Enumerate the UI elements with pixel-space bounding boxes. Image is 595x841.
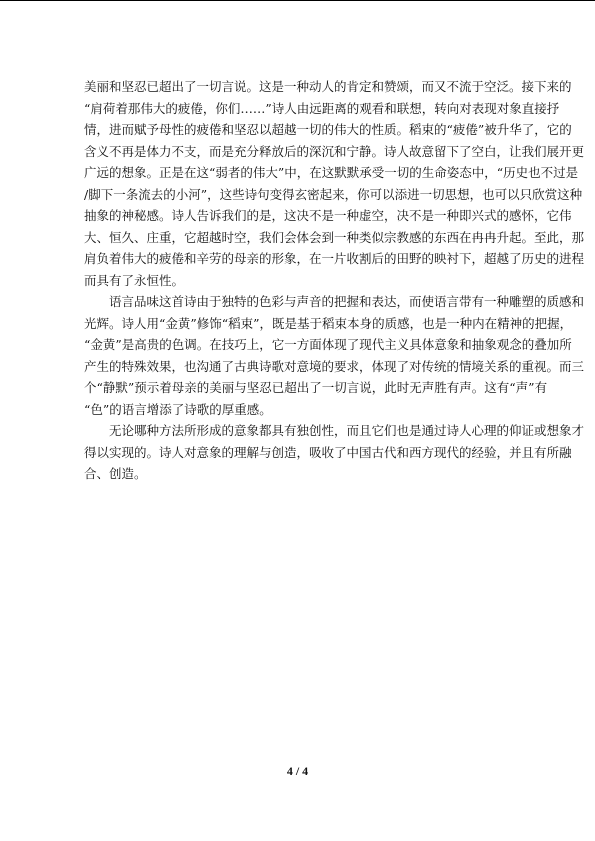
text-line: 语言品味这首诗由于独特的色彩与声音的把握和表达，而使语言带有一种雕塑的质感和 [109, 294, 585, 309]
text-line: “色”的语言增添了诗歌的厚重感。 [84, 401, 272, 417]
paragraph-2 [84, 291, 585, 420]
paragraph-1 [84, 76, 585, 291]
text-line: 大、恒久、庄重，它超越时空，我们会体会到一种类似宗教感的东西在冉冉升起。至此，那 [84, 229, 585, 245]
text-line: 无论哪种方法所形成的意象都具有独创性，而且它们也是通过诗人心理的仰证或想象才 [109, 423, 585, 438]
text-line: 个“静默”预示着母亲的美丽与坚忍已超出了一切言说，此时无声胜有声。这有“声”有 [84, 380, 548, 395]
text-line: 抽象的神秘感。诗人告诉我们的是，这决不是一种虚空，决不是一种即兴式的感怀，它伟 [84, 208, 572, 223]
text-line: 而具有了永恒性。 [84, 272, 185, 288]
text-line: 光辉。诗人用“金黄”修饰“稻束”，既是基于稻束本身的质感，也是一种内在精神的把握， [84, 315, 573, 331]
text-line: 得以实现的。诗人对意象的理解与创造，吸收了中国古代和西方现代的经验，并且有所融 [84, 444, 572, 460]
top-divider [0, 0, 595, 1]
text-line: 美丽和坚忍已超出了一切言说。这是一种动人的肯定和赞颂，而又不流于空泛。接下来的 [84, 79, 572, 94]
text-line: 情，进而赋予母性的疲倦和坚忍以超越一切的伟大的性质。稻束的“疲倦”被升华了，它的 [84, 122, 572, 137]
text-line: 广远的想象。正是在这“弱者的伟大”中，在这默默承受一切的生命姿态中，“历史也不过是 [84, 165, 579, 180]
paragraph-3 [84, 420, 585, 485]
text-line: /脚下一条流去的小河”，这些诗句变得玄密起来，你可以添进一切思想，也可以只欣赏这种 [84, 186, 583, 202]
text-line: 产生的特殊效果，也沟通了古典诗歌对意境的要求，体现了对传统的情境关系的重视。而三 [84, 358, 585, 374]
page-number: 4 / 4 [286, 764, 309, 778]
text-line: “肩荷着那伟大的疲倦，你们……”诗人由远距离的观看和联想，转向对表现对象直接抒 [84, 100, 560, 116]
text-line: 含义不再是体力不支，而是充分释放后的深沉和宁静。诗人故意留下了空白，让我们展开更 [84, 143, 585, 159]
text-line: 合、创造。 [84, 466, 147, 481]
text-line: “金黄”是高贵的色调。在技巧上，它一方面体现了现代主义具体意象和抽象观念的叠加所 [84, 337, 572, 352]
text-line: 肩负着伟大的疲倦和辛劳的母亲的形象，在一片收割后的田野的映衬下，超越了历史的进程 [84, 251, 585, 266]
body-text [84, 76, 585, 485]
